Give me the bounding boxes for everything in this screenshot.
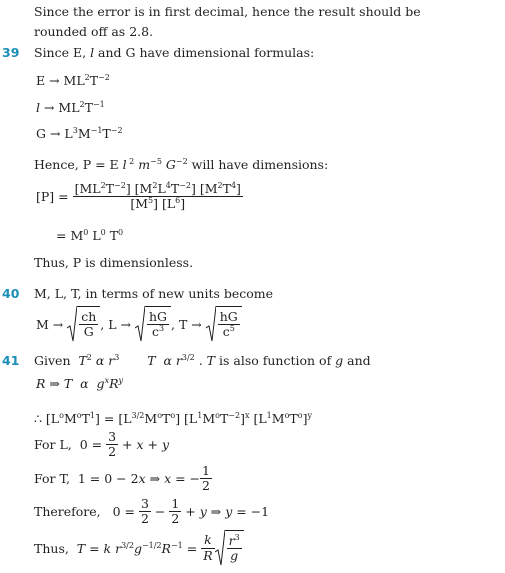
q41-statement: Given $T^2$ α $r^3$ T α $r^{3/2}$ . T is also function of g and [34,353,371,368]
q41-thus: Thus, T = k $r^{3/2}g^{-1/2}R^{-1}$ = $\frac{k}{R}$ $\frac{r^3}{g}$ [34,530,244,566]
formula-l: $l \to ML^2T^{-1}$ [36,100,105,115]
intro-line-2: rounded off as 2.8. [34,24,154,39]
question-number-40: 40 [2,286,20,301]
q40-statement: M, L, T, in terms of new units become [34,286,274,301]
q40-formula: M → $\frac{ch}{G}$ , L → $\frac{hG}{c^3}$ , T → $\frac{hG}{c^5}$ [36,306,242,342]
intro-line-1: Since the error is in first decimal, hence the result should be [34,4,421,19]
formula-G: $G \to L^3M^{-1}T^{-2}$ [36,126,123,141]
q39-statement: Since E, l and G have dimensional formulas: [34,45,315,60]
q41-dimensional-equation: ∴ $[L^oM^oT^1] = [L^{3/2}M^oT^o]$ $[L^1M^oT^{-2}]^x$ $[L^1M^oT^o]^y$ [34,411,312,426]
question-number-39: 39 [2,45,20,60]
dimension-equation: [P] = $\frac{[ML^2T^{-2}] [M^2L^4T^{-2}] [M^2T^4]}{[M^5] [L^6]}$ [36,181,241,212]
q41-relation: R ⇒ T α $g^xR^y$ [36,376,124,391]
q39-conclusion: Thus, P is dimensionless. [34,255,194,270]
q41-therefore: Therefore, 0 = $\frac{3}{2}$ − $\frac{1}{2}$ + y ⇒ y = −1 [34,496,270,527]
q41-for-L: For L, 0 = $\frac{3}{2}$ + x + y [34,429,169,460]
formula-E: $E \to ML^2T^{-2}$ [36,73,110,88]
q39-hence: Hence, P = E l $^2$ $m^{-5}$ $G^{-2}$ will have dimensions: [34,157,329,172]
q39-result: = $M^0$ $L^0$ $T^0$ [56,228,124,243]
q41-for-T: For T, 1 = 0 − 2x ⇒ x = − $\frac{1}{2}$ [34,463,210,494]
question-number-41: 41 [2,353,20,368]
